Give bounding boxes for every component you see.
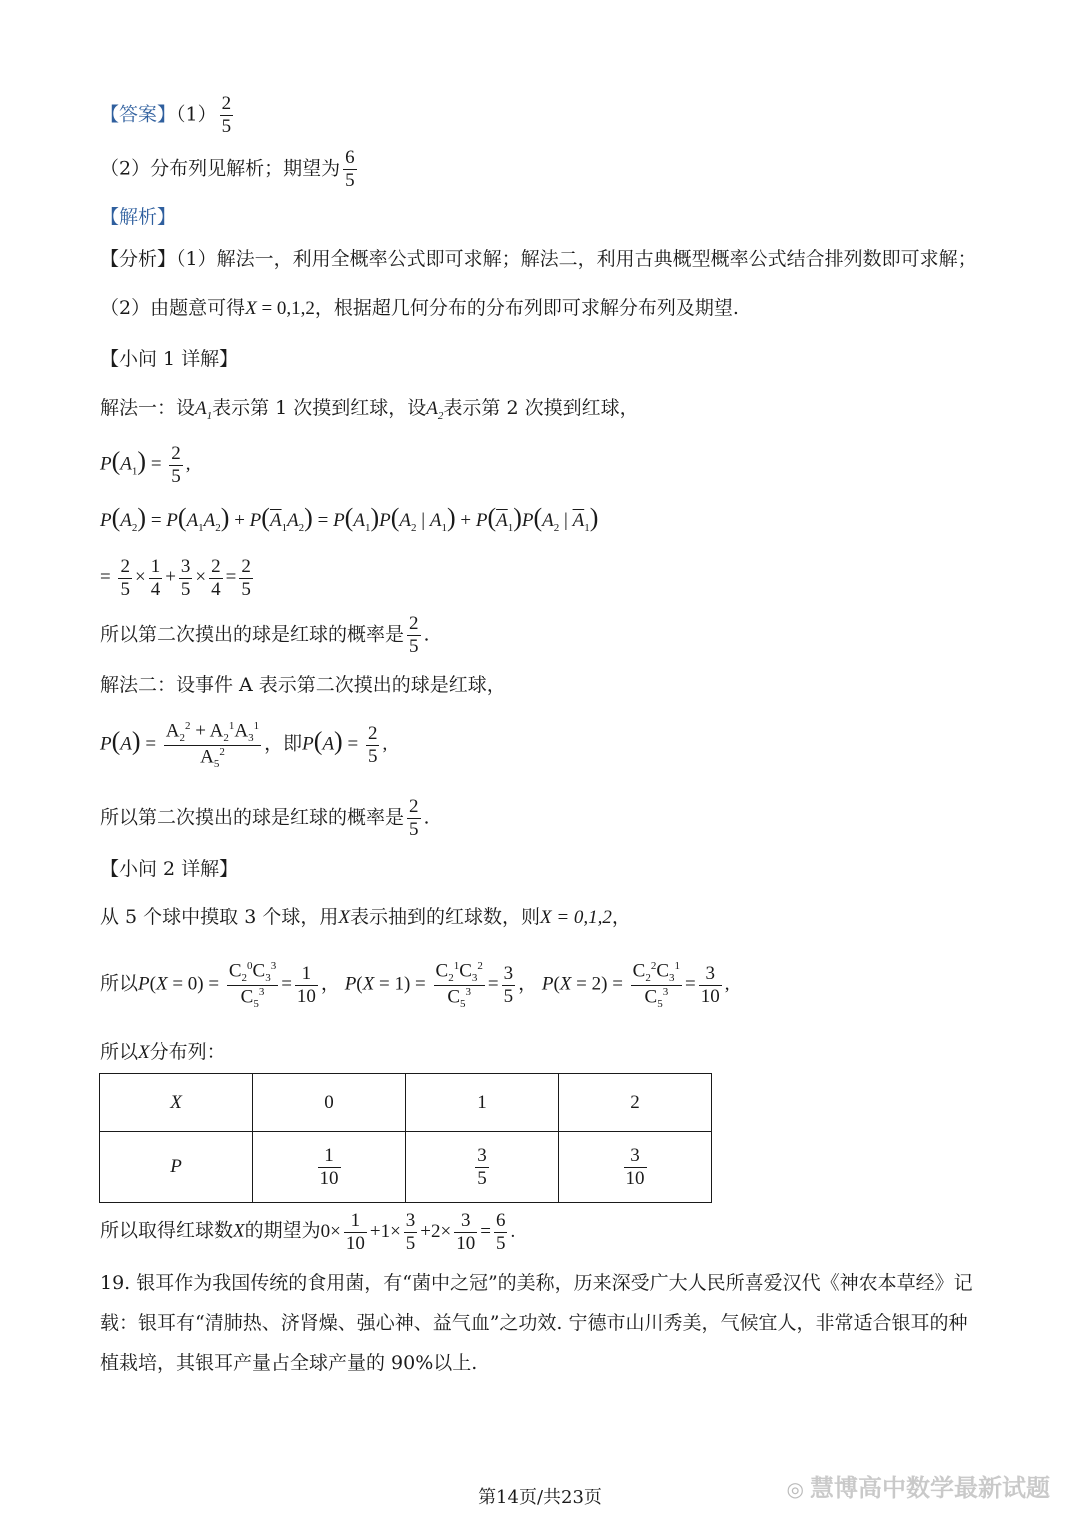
q1-heading: 【小问 1 详解】 xyxy=(100,348,239,370)
p1-fraction: $\frac{3}{5}$ xyxy=(503,962,514,1007)
fenxi-tag: 【分析】 xyxy=(100,248,177,270)
q2-intro: 从 5 个球中摸取 3 个球，用X表示抽到的红球数，则X = 0,1,2， xyxy=(100,906,631,928)
answer-part2-fraction: $\frac{6}{5}$ xyxy=(345,147,355,191)
table-cell: $\frac{3}{10}$ xyxy=(559,1132,712,1203)
p2-fraction: $\frac{3}{10}$ xyxy=(700,962,720,1007)
formula-pa2: $P(A_2) = P(A_1A_2) + P(\overline{A}_1A_2) = P(A_1)P(A_2$ | $A_1) + P(\overline{A}_1)P(A_2$ | $\overline{A}_1$) xyxy=(100,503,599,534)
page-number: 第14页/共23页 xyxy=(478,1487,602,1508)
watermark-text: 慧博高中数学最新试题 xyxy=(810,1474,1050,1502)
answer-part1-fraction: $\frac{2}{5}$ xyxy=(221,93,232,137)
analysis-tag: 【解析】 xyxy=(100,206,177,228)
q19-line-3: 植栽培，其银耳产量占全球产量的 90%以上. xyxy=(100,1352,478,1374)
fenxi-part2-b: ，根据超几何分布的分布列即可求解分布列及期望. xyxy=(314,297,739,319)
var-x: X xyxy=(245,298,257,319)
q1-conclusion-2: 所以第二次摸出的球是红球的概率是 $\frac{2}{5}$ . xyxy=(100,796,430,840)
expectation-fraction: $\frac{6}{5}$ xyxy=(495,1210,506,1254)
pa1-fraction: $\frac{2}{5}$ xyxy=(171,443,181,487)
table-cell: $\frac{1}{10}$ xyxy=(253,1132,406,1203)
analysis-line-2 xyxy=(100,299,739,318)
formula-pa1: $P(A_1)$ = $\frac{2}{5}$ , xyxy=(100,443,191,487)
answer-part1-label: （1） xyxy=(176,103,217,126)
table-cell: 1 xyxy=(406,1074,559,1132)
fenxi-part2-eq: = 0,1,2 xyxy=(256,298,315,319)
table-cell: $\frac{3}{5}$ xyxy=(406,1132,559,1203)
expectation-line: 所以取得红球数X的期望为0× $\frac{1}{10}$ +1× $\frac{3}{5}$ +2× $\frac{3}{10}$ = $\frac{6}{5}$ . xyxy=(100,1210,516,1254)
fenxi-part1: （1）解法一，利用全概率公式即可求解；解法二，利用古典概型概率公式结合排列数即可求解； xyxy=(176,248,977,270)
conclusion1-fraction: $\frac{2}{5}$ xyxy=(409,613,419,657)
answer-tag: 【答案】 xyxy=(100,103,177,126)
table-cell: 2 xyxy=(559,1074,712,1132)
p0-fraction: $\frac{1}{10}$ xyxy=(296,962,316,1007)
permutation-fraction: $\frac{A_2^2 + A_2^1A_3^1}{A_5^2}$ xyxy=(165,720,260,770)
q2-heading: 【小问 2 详解】 xyxy=(100,858,239,880)
fenxi-part2-a: （2）由题意可得 xyxy=(100,297,246,319)
q1-conclusion-1: 所以第二次摸出的球是红球的概率是 $\frac{2}{5}$ . xyxy=(100,613,430,657)
analysis-line-1 xyxy=(100,250,977,269)
distribution-table xyxy=(99,1073,712,1203)
watermark xyxy=(787,1468,1050,1503)
table-cell: X xyxy=(100,1074,253,1132)
q1-method2-intro: 解法二：设事件 A 表示第二次摸出的球是红球， xyxy=(100,674,506,696)
answer-line-2 xyxy=(100,147,360,192)
table-cell: 0 xyxy=(253,1074,406,1132)
q2-probabilities: 所以P(X = 0) = $\frac{C_2^0C_3^3}{C_5^3}$ = $\frac{1}{10}$ ， P(X = 1) = $\frac{C_2^1C_3^2}{C_5^3}$ = $\frac{3}{5}$ ， P(X = 2) = $\frac{C_2^2C_3^1}{C_5^3}$ = $\frac{3}{10}$ , xyxy=(100,960,730,1010)
answer-part2-text: （2）分布列见解析；期望为 xyxy=(100,157,341,180)
q1-method1-intro: 解法一：设$A_1$表示第 1 次摸到红球，设$A_2$表示第 2 次摸到红球， xyxy=(100,397,639,422)
table-row xyxy=(100,1132,712,1203)
table-row xyxy=(100,1074,712,1132)
dist-label: 所以X分布列： xyxy=(100,1041,226,1063)
answer-line-1 xyxy=(100,93,236,138)
formula-pa2-value: = $\frac{2}{5}$ × $\frac{1}{4}$ + $\frac{3}{5}$ × $\frac{2}{4}$ = $\frac{2}{5}$ xyxy=(100,556,251,600)
question-19 xyxy=(100,1263,985,1383)
formula-pa-permutation: P(A) = $\frac{A_2^2 + A_2^1A_3^1}{A_5^2}$ ，即P(A) = $\frac{2}{5}$ , xyxy=(100,720,388,770)
q19-line-2: 载：银耳有“清肺热、济肾燥、强心神、益气血”之功效. 宁德市山川秀美，气候宜人，非常适合银耳的种 xyxy=(100,1312,968,1334)
wechat-icon: ◎ xyxy=(786,1477,804,1501)
table-cell: P xyxy=(100,1132,253,1203)
q19-line-1: 19. 银耳作为我国传统的食用菌，有“菌中之冠”的美称，历来深受广大人民所喜爱汉代《神农本草经》记 xyxy=(100,1272,973,1294)
conclusion2-fraction: $\frac{2}{5}$ xyxy=(409,796,419,840)
